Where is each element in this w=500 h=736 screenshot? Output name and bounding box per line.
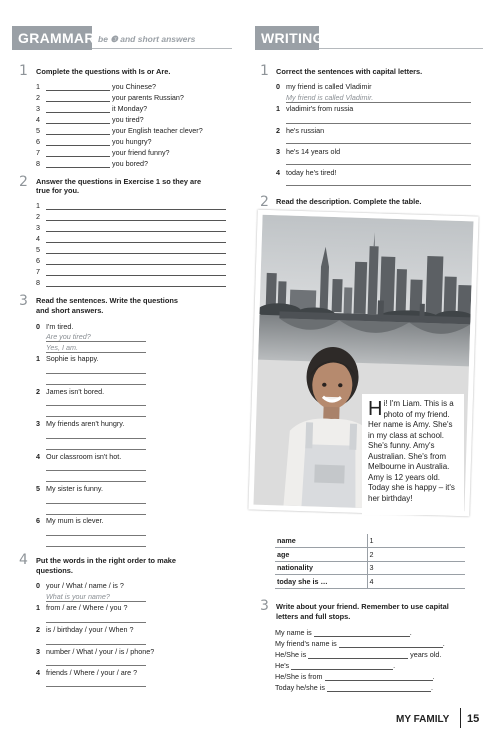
description-body: i! I'm Liam. This is a photo of my friend. Her name is Amy. She's in my class at school. She's funny. Amy's Australian. She's from Melbourne in Australia. Amy is 12 years old. Today she is happy – it's her birthday! [368, 399, 455, 503]
writing-ex3-instruction-1: Write about your friend. Remember to use capital [276, 602, 449, 611]
list-item [36, 419, 124, 428]
cell-number: 3 [369, 563, 374, 573]
answer-blank[interactable] [46, 225, 226, 232]
cell-number: 2 [369, 549, 374, 559]
grammar-ex2-instruction-1: Answer the questions in Exercise 1 so they are [36, 177, 202, 186]
writing-line [275, 661, 395, 670]
table-answer-cell[interactable] [367, 561, 465, 575]
line-prompt: My name is [275, 628, 312, 637]
item-text: today he's tired! [286, 168, 337, 177]
footer-unit-title: MY FAMILY [396, 714, 450, 725]
list-item [36, 516, 104, 525]
item-text: number / What / your / is / phone? [46, 647, 155, 656]
writing-header-rule [319, 48, 483, 49]
line-prompt: My friend's name is [275, 639, 337, 648]
description-text [362, 394, 464, 515]
item-text: my friend is called Vladimir [286, 82, 372, 91]
table-key: nationality [275, 561, 367, 575]
item-number: 5 [36, 245, 40, 254]
answer-line[interactable] [286, 102, 471, 103]
answer-line[interactable] [46, 352, 146, 353]
item-text: James isn't bored. [46, 387, 105, 396]
item-number: 1 [276, 104, 280, 113]
answer-line[interactable] [46, 470, 146, 471]
list-item [276, 147, 340, 156]
writing-ex3-number: 3 [260, 598, 269, 614]
grammar-header [12, 26, 232, 50]
example-answer-short: Yes, I am. [46, 343, 78, 352]
answer-line[interactable] [46, 384, 146, 385]
answer-blank[interactable] [46, 258, 226, 265]
grammar-header-rule [92, 48, 232, 49]
answer-blank[interactable] [46, 247, 226, 254]
answer-blank[interactable] [46, 84, 110, 91]
item-number: 6 [36, 516, 40, 525]
cell-number: 4 [369, 576, 374, 586]
answer-line[interactable] [286, 164, 471, 165]
answer-line[interactable] [46, 622, 146, 623]
answer-line[interactable] [286, 143, 471, 144]
item-number: 6 [36, 137, 40, 146]
item-text: My sister is funny. [46, 484, 103, 493]
example-prompt [36, 322, 73, 331]
item-number: 3 [36, 223, 40, 232]
item-number: 7 [36, 267, 40, 276]
example-prompt [276, 82, 371, 91]
item-text: it Monday? [112, 104, 148, 113]
description-initial: H [368, 398, 383, 420]
grammar-ex4-number: 4 [19, 552, 28, 568]
answer-line[interactable] [46, 503, 146, 504]
grammar-ex2-number: 2 [19, 174, 28, 190]
list-item [276, 104, 353, 113]
answer-blank[interactable] [46, 95, 110, 102]
item-number: 4 [36, 452, 40, 461]
item-text: My friends aren't hungry. [46, 419, 125, 428]
list-item [36, 278, 226, 287]
table-key: name [275, 534, 367, 548]
answer-line[interactable] [46, 481, 146, 482]
item-text: your parents Russian? [112, 93, 184, 102]
list-item [36, 223, 226, 232]
line-prompt: He/She is [275, 650, 307, 659]
item-text: your English teacher clever? [112, 126, 203, 135]
answer-line[interactable] [46, 438, 146, 439]
writing-line [275, 639, 445, 648]
line-prompt: Today he/she is [275, 683, 325, 692]
item-number: 0 [36, 322, 40, 331]
list-item [36, 159, 148, 168]
answer-blank[interactable] [46, 150, 110, 157]
item-number: 4 [36, 668, 40, 677]
item-text: friends / Where / your / are ? [46, 668, 138, 677]
answer-line[interactable] [46, 644, 146, 645]
item-text: vladimir's from russia [286, 104, 354, 113]
answer-line[interactable] [46, 341, 146, 342]
table-answer-cell[interactable] [367, 534, 465, 548]
item-text: you Chinese? [112, 82, 156, 91]
item-number: 0 [36, 581, 40, 590]
item-number: 3 [36, 419, 40, 428]
answer-line[interactable] [46, 665, 146, 666]
answer-blank[interactable] [46, 128, 110, 135]
example-prompt [36, 581, 124, 590]
item-number: 0 [276, 82, 280, 91]
item-number: 7 [36, 148, 40, 157]
answer-line[interactable] [46, 416, 146, 417]
item-number: 3 [36, 647, 40, 656]
table-row [275, 561, 465, 575]
item-text: he's russian [286, 126, 325, 135]
item-number: 2 [36, 212, 40, 221]
writing-ex1-number: 1 [260, 63, 269, 79]
item-number: 5 [36, 126, 40, 135]
item-text: you hungry? [112, 137, 152, 146]
item-number: 6 [36, 256, 40, 265]
line-suffix: . [409, 628, 412, 637]
item-number: 3 [36, 104, 40, 113]
example-answer-question: Are you tired? [46, 332, 91, 341]
item-number: 3 [276, 147, 280, 156]
answer-blank[interactable] [46, 280, 226, 287]
answer-blank[interactable] [46, 117, 110, 124]
list-item [36, 115, 144, 124]
info-table [275, 534, 465, 589]
writing-ex1-instruction: Correct the sentences with capital letters. [276, 67, 423, 76]
answer-blank[interactable] [291, 661, 396, 670]
writing-ex2-instruction: Read the description. Complete the table. [276, 197, 422, 206]
answer-blank[interactable] [46, 139, 110, 146]
list-item [36, 267, 226, 276]
answer-blank[interactable] [46, 236, 226, 243]
answer-line[interactable] [46, 601, 146, 602]
list-item [36, 256, 226, 265]
grammar-ex4-instruction-2: questions. [36, 566, 73, 575]
answer-blank[interactable] [308, 652, 408, 659]
table-answer-cell[interactable] [367, 575, 465, 589]
item-text: your / What / name / is ? [46, 581, 124, 590]
item-text: from / are / Where / you ? [46, 603, 128, 612]
answer-line[interactable] [46, 535, 146, 536]
answer-line[interactable] [46, 686, 146, 687]
list-item [36, 137, 152, 146]
writing-header [255, 26, 483, 50]
line-prompt: He/She is from [275, 672, 323, 681]
answer-line[interactable] [46, 373, 146, 374]
item-text: My mum is clever. [46, 516, 104, 525]
writing-ex3-instruction-2: letters and full stops. [276, 612, 351, 621]
item-number: 1 [36, 201, 40, 210]
item-number: 5 [36, 484, 40, 493]
item-number: 1 [36, 354, 40, 363]
answer-blank[interactable] [46, 269, 226, 276]
list-item [36, 212, 226, 221]
answer-line[interactable] [286, 185, 471, 186]
answer-blank[interactable] [46, 203, 226, 210]
grammar-ex3-number: 3 [19, 293, 28, 309]
item-text: he's 14 years old [286, 147, 341, 156]
grammar-subtitle: be ❸ and short answers [98, 34, 196, 44]
line-suffix: . [393, 661, 396, 670]
list-item [36, 647, 154, 656]
grammar-ex3-instruction-1: Read the sentences. Write the questions [36, 296, 178, 305]
list-item [36, 201, 226, 210]
writing-line [275, 683, 433, 692]
line-suffix: . [442, 639, 445, 648]
table-key: today she is … [275, 575, 367, 589]
item-number: 1 [36, 82, 40, 91]
answer-line[interactable] [46, 546, 146, 547]
line-suffix: . [432, 672, 435, 681]
list-item [36, 452, 121, 461]
item-number: 2 [36, 625, 40, 634]
list-item [36, 82, 156, 91]
cell-number: 1 [369, 536, 374, 545]
list-item [36, 148, 170, 157]
page-number: 15 [460, 708, 490, 728]
grammar-ex2-instruction-2: true for you. [36, 186, 80, 195]
item-number: 4 [36, 115, 40, 124]
item-text: is / birthday / your / When ? [46, 625, 134, 634]
item-number: 1 [36, 603, 40, 612]
item-number: 4 [36, 234, 40, 243]
line-prompt: He's [275, 661, 290, 670]
writing-line [275, 628, 412, 637]
list-item [36, 354, 99, 363]
list-item [36, 625, 134, 634]
answer-line[interactable] [286, 123, 471, 124]
grammar-ex4-instruction-1: Put the words in the right order to make [36, 556, 177, 565]
answer-line[interactable] [46, 449, 146, 450]
table-key: age [275, 548, 367, 562]
line-suffix: . [430, 683, 433, 692]
answer-blank[interactable] [314, 630, 410, 637]
example-answer: What is your name? [46, 592, 110, 601]
item-number: 2 [36, 387, 40, 396]
item-number: 4 [276, 168, 280, 177]
table-row [275, 548, 465, 562]
answer-line[interactable] [46, 405, 146, 406]
list-item [36, 484, 103, 493]
example-answer: My friend is called Vladimir. [286, 93, 374, 102]
item-number: 2 [276, 126, 280, 135]
writing-ex2-number: 2 [260, 194, 269, 210]
table-row [275, 534, 465, 548]
list-item [36, 245, 226, 254]
item-text: you tired? [112, 115, 144, 124]
table-row [275, 575, 465, 589]
list-item [36, 668, 137, 677]
answer-blank[interactable] [46, 214, 226, 221]
list-item [36, 126, 203, 135]
item-text: I'm tired. [46, 322, 74, 331]
table-answer-cell[interactable] [367, 548, 465, 562]
item-text: you bored? [112, 159, 148, 168]
writing-tab: WRITING [255, 26, 319, 50]
list-item [36, 104, 147, 113]
list-item [276, 126, 324, 135]
list-item [276, 168, 337, 177]
answer-blank[interactable] [325, 674, 433, 681]
list-item [36, 234, 226, 243]
answer-blank[interactable] [339, 641, 443, 648]
item-number: 8 [36, 159, 40, 168]
grammar-ex1-number: 1 [19, 63, 28, 79]
answer-blank[interactable] [46, 161, 110, 168]
answer-blank[interactable] [327, 685, 431, 692]
grammar-ex1-instruction: Complete the questions with Is or Are. [36, 67, 171, 76]
grammar-tab: GRAMMAR [12, 26, 92, 50]
line-suffix: years old. [410, 650, 442, 659]
writing-line [275, 672, 435, 681]
answer-line[interactable] [46, 514, 146, 515]
list-item [36, 603, 128, 612]
list-item [36, 387, 104, 396]
item-text: Our classroom isn't hot. [46, 452, 122, 461]
list-item [36, 93, 184, 102]
item-number: 2 [36, 93, 40, 102]
item-text: your friend funny? [112, 148, 170, 157]
writing-line [275, 650, 441, 659]
item-text: Sophie is happy. [46, 354, 99, 363]
answer-blank[interactable] [46, 106, 110, 113]
grammar-ex3-instruction-2: and short answers. [36, 306, 104, 315]
item-number: 8 [36, 278, 40, 287]
